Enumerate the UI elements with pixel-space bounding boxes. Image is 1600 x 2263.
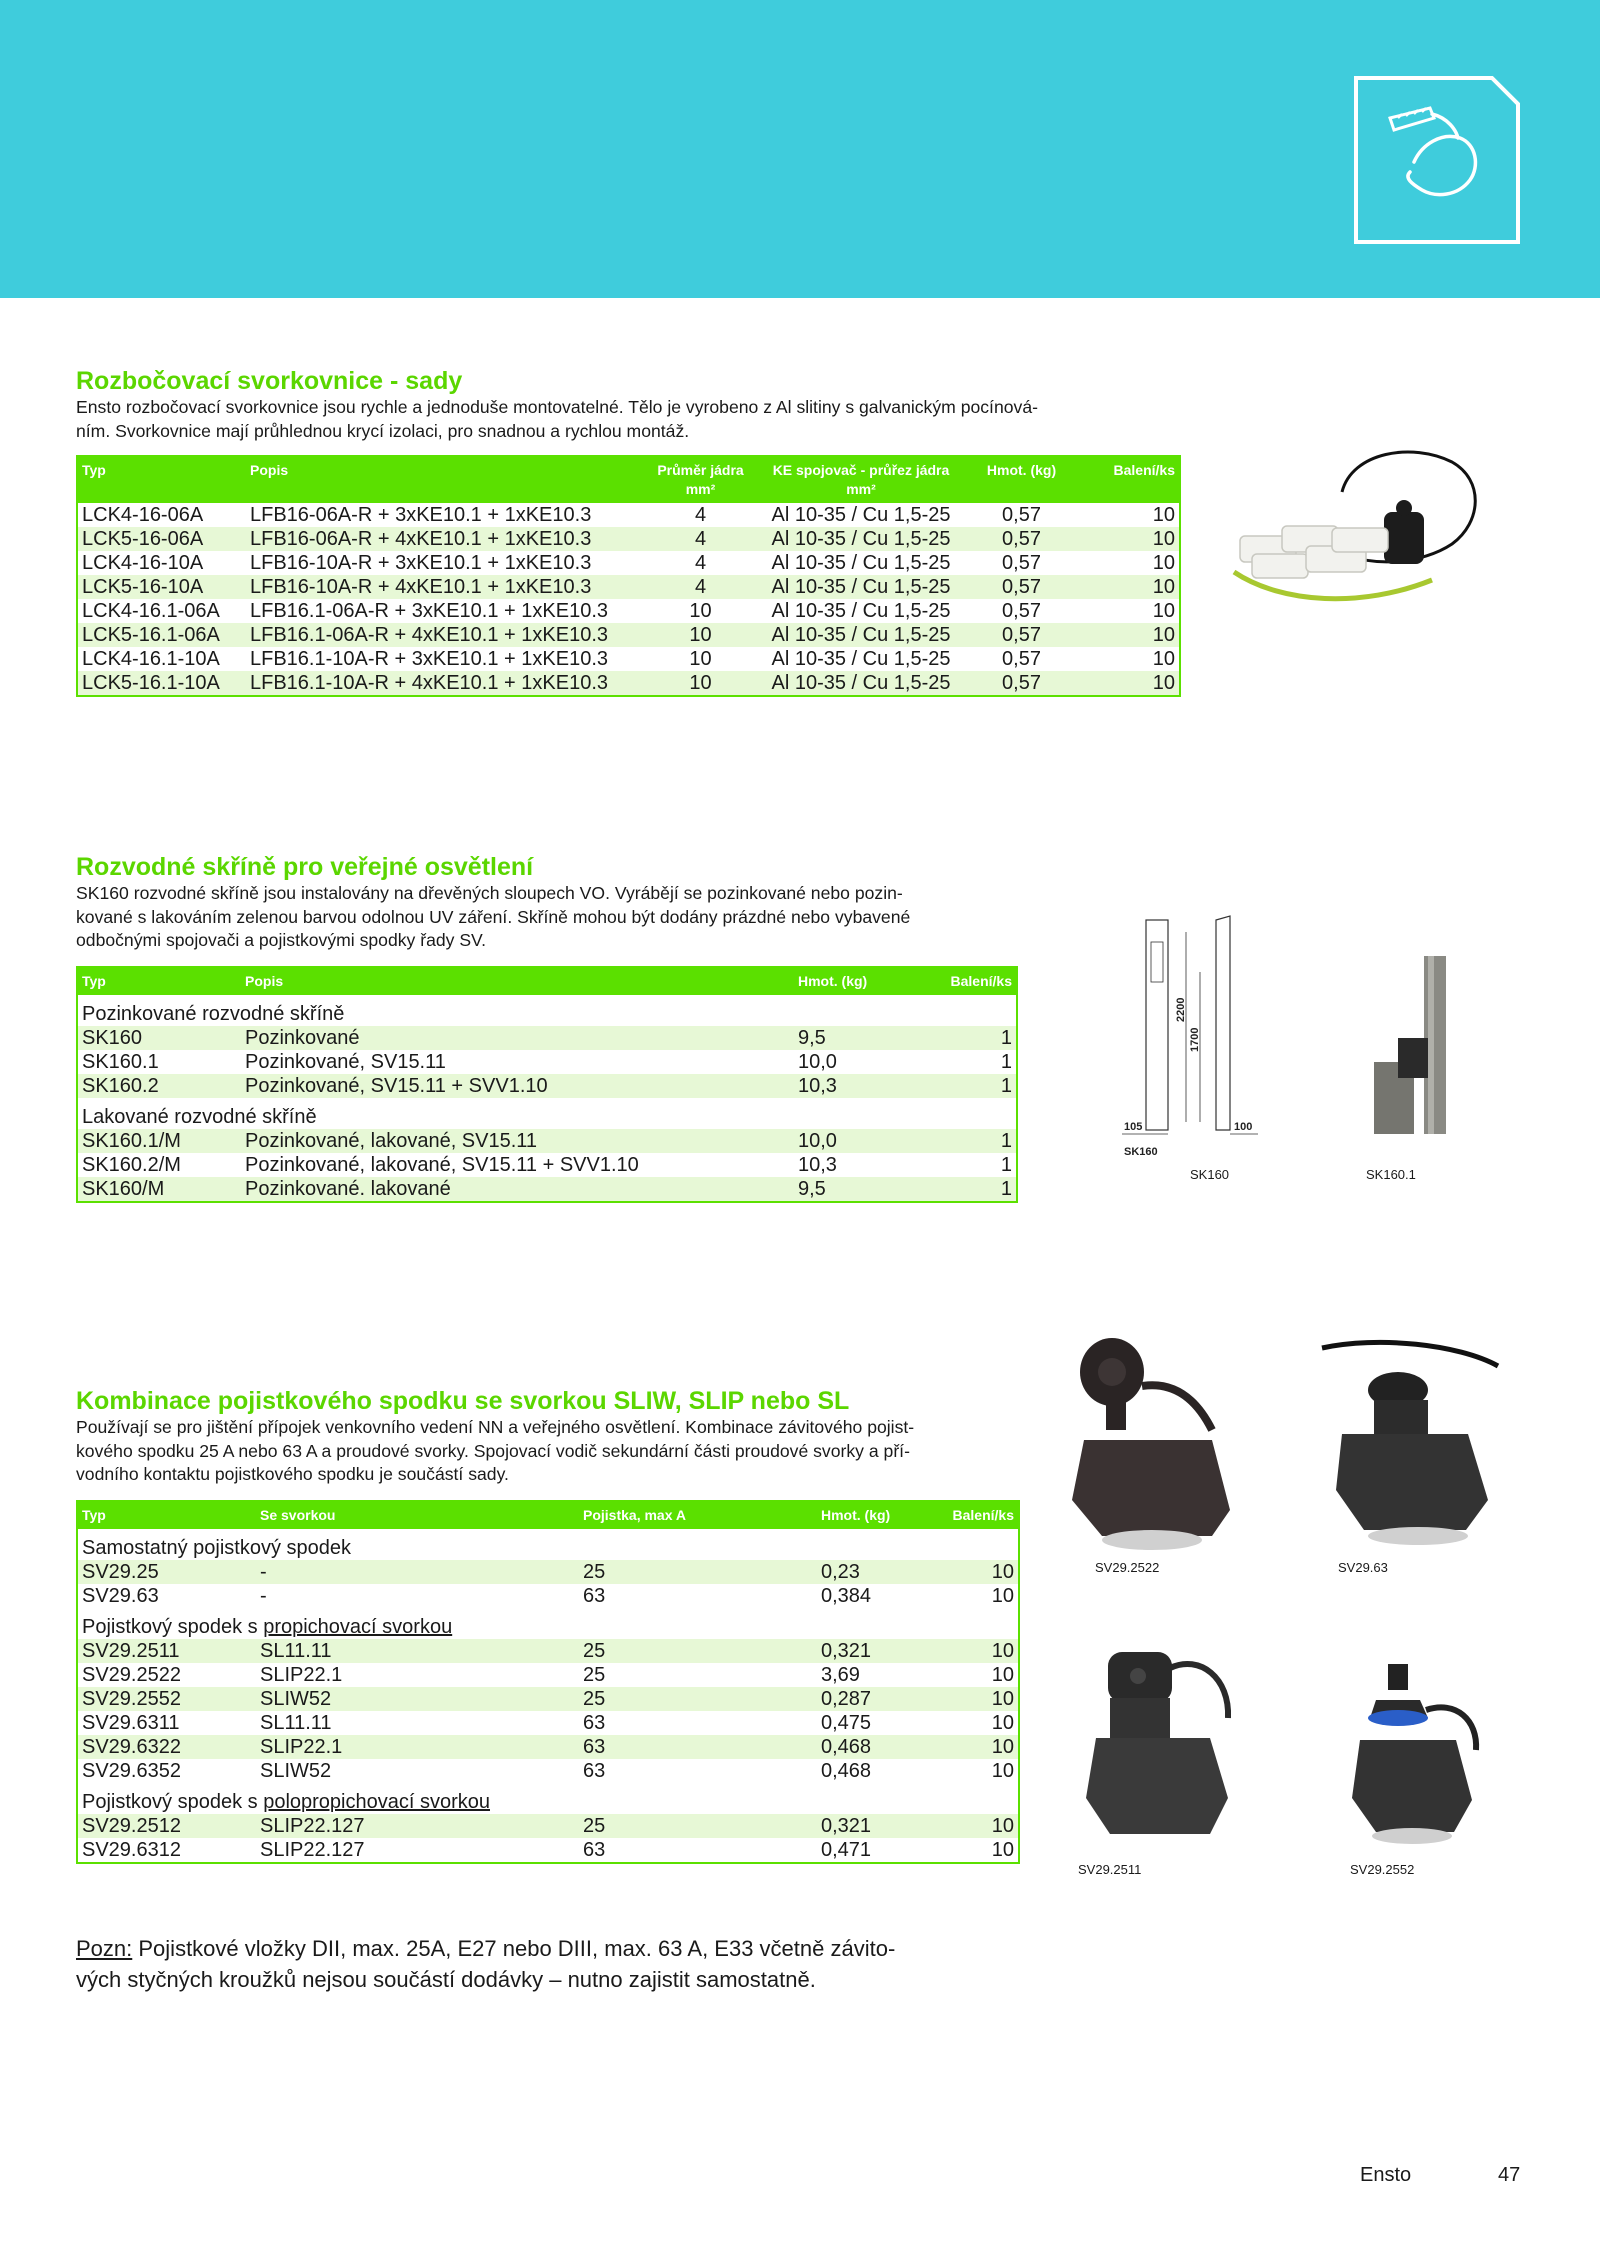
col-header-description: Popis [246, 456, 649, 503]
cell-weight: 10,0 [794, 1129, 912, 1153]
cell-pack: 10 [1073, 527, 1180, 551]
section-desc-line: kového spodku 25 A nebo 63 A a proudové svorky. Spojovací vodič sekundární části proudové svorky a pří- [76, 1440, 910, 1461]
col-header-weight: Hmot. (kg) [794, 967, 912, 995]
cell-core-diameter: 4 [649, 575, 752, 599]
dim-2200: 2200 [1175, 997, 1187, 1022]
image-caption: SV29.2511 [1078, 1862, 1142, 1877]
cell-weight: 0,471 [821, 1839, 872, 1861]
table-row [77, 503, 1180, 527]
cell-type: SV29.63 [82, 1585, 159, 1607]
cell-weight: 0,57 [970, 527, 1073, 551]
table-row [77, 527, 1180, 551]
group-header-row [77, 1608, 1019, 1639]
table-row [77, 551, 1180, 575]
footer-brand: Ensto [1360, 2164, 1412, 2186]
section-desc-line: odbočnými spojovači a pojistkovými spodky řady SV. [76, 930, 487, 950]
cell-type: SV29.2511 [77, 1639, 256, 1663]
col-header-pack: Balení/ks [912, 967, 1017, 995]
note-text: vých styčných kroužků nejsou součástí dodávky – nutno zajistit samostatně. [76, 1967, 816, 1992]
cell-fuse: 25 [579, 1814, 817, 1838]
table-row [77, 1663, 1019, 1687]
cell-connector: Al 10-35 / Cu 1,5-25 [752, 623, 970, 647]
table-row [77, 1584, 1019, 1608]
cell-type: LCK4-16.1-10A [82, 648, 220, 670]
col-header-weight: Hmot. (kg) [970, 456, 1073, 503]
cell-pack: 10 [935, 1687, 1019, 1711]
cell-type: SV29.6312 [82, 1839, 181, 1861]
group-title: Pozinkované rozvodné skříně [82, 1003, 345, 1025]
cell-connector: Al 10-35 / Cu 1,5-25 [771, 648, 951, 670]
cell-description: LFB16.1-06A-R + 3xKE10.1 + 1xKE10.3 [250, 600, 608, 622]
cell-core-diameter: 10 [649, 671, 752, 696]
image-caption: SK160.1 [1366, 1167, 1416, 1182]
cell-weight: 0,57 [1002, 600, 1041, 622]
cell-pack: 10 [1152, 552, 1175, 574]
cell-pack: 10 [991, 1585, 1014, 1607]
table-row [77, 1711, 1019, 1735]
note-text: Pojistkové vložky DII, max. 25A, E27 nebo DIII, max. 63 A, E33 včetně závito- [132, 1936, 896, 1961]
image-caption: SV29.2552 [1350, 1862, 1415, 1877]
cell-weight: 0,57 [1002, 552, 1041, 574]
col-header-clamp: Se svorkou [256, 1501, 579, 1529]
cell-weight: 0,475 [821, 1712, 872, 1734]
cell-weight: 0,321 [817, 1639, 935, 1663]
cell-type: LCK4-16-06A [82, 504, 204, 526]
cell-clamp: SLIP22.1 [256, 1735, 579, 1759]
table-row [77, 599, 1180, 623]
cell-connector: Al 10-35 / Cu 1,5-25 [771, 600, 951, 622]
sk160-technical-drawing [1118, 912, 1268, 1164]
cell-fuse: 63 [583, 1712, 606, 1734]
table-row [77, 1814, 1019, 1838]
cell-clamp: SLIP22.127 [256, 1814, 579, 1838]
cell-description: LFB16.1-10A-R + 3xKE10.1 + 1xKE10.3 [250, 648, 608, 670]
group-title: Lakované rozvodné skříně [82, 1106, 317, 1128]
section-desc-line: SK160 rozvodné skříně jsou instalovány na dřevěných sloupech VO. Vyrábějí se pozinkované nebo pozin- [76, 883, 903, 903]
cell-type: SV29.25 [77, 1560, 256, 1584]
cell-weight: 10,3 [794, 1074, 912, 1098]
cell-connector: Al 10-35 / Cu 1,5-25 [771, 552, 951, 574]
table-row [77, 1074, 1017, 1098]
cell-type: SV29.6352 [82, 1760, 181, 1782]
header-banner [0, 0, 1600, 298]
cell-pack: 1 [1000, 1154, 1012, 1176]
table-row [77, 1026, 1017, 1050]
cell-clamp: SLIP22.127 [260, 1839, 365, 1861]
cell-type: SK160 [77, 1026, 241, 1050]
cell-description: LFB16.1-10A-R + 4xKE10.1 + 1xKE10.3 [246, 671, 649, 696]
cell-type: LCK4-16.1-06A [82, 600, 220, 622]
cell-clamp: SLIP22.1 [260, 1664, 343, 1686]
section-distribution-cabinets [76, 852, 1056, 953]
col-header-weight: Hmot. (kg) [817, 1501, 935, 1529]
cell-fuse: 63 [583, 1839, 606, 1861]
cell-type: SV29.2552 [77, 1687, 256, 1711]
table-row [77, 1838, 1019, 1863]
col-header-fuse: Pojistka, max A [579, 1501, 817, 1529]
image-caption: SV29.63 [1338, 1560, 1388, 1575]
drawing-label: SK160 [1124, 1146, 1158, 1158]
cell-weight: 0,321 [817, 1814, 935, 1838]
cell-fuse: 25 [579, 1687, 817, 1711]
sk160-1-product-image [1368, 952, 1452, 1142]
cell-weight: 0,468 [817, 1735, 935, 1759]
cell-clamp: SLIW52 [256, 1687, 579, 1711]
cell-description: Pozinkované. lakované [241, 1177, 794, 1202]
col-header-type: Typ [77, 967, 241, 995]
cell-weight: 0,57 [1002, 504, 1041, 526]
group-title: Pojistkový spodek s polopropichovací svorkou [82, 1791, 490, 1813]
section-desc-line: ním. Svorkovnice mají průhlednou krycí izolaci, pro snadnou a rychlou montáž. [76, 420, 690, 441]
cell-core-diameter: 10 [649, 623, 752, 647]
cell-pack: 10 [991, 1712, 1014, 1734]
table-row [77, 1759, 1019, 1783]
table-row [77, 1050, 1017, 1074]
cell-weight: 10,0 [798, 1051, 837, 1073]
sv29-63-product-image [1318, 1330, 1510, 1554]
cell-weight: 9,5 [794, 1026, 912, 1050]
cell-type: SV29.2522 [82, 1664, 181, 1686]
note-label: Pozn: [76, 1936, 133, 1961]
table-row [77, 647, 1180, 671]
cell-weight: 0,57 [970, 671, 1073, 696]
table-row [77, 623, 1180, 647]
col-header-type: Typ [77, 1501, 256, 1529]
cell-pack: 10 [1073, 575, 1180, 599]
cell-description: Pozinkované, SV15.11 + SVV1.10 [241, 1074, 794, 1098]
cell-type: SV29.2512 [77, 1814, 256, 1838]
cell-core-diameter: 10 [689, 648, 712, 670]
branch-terminals-table [76, 455, 1181, 697]
cell-core-diameter: 4 [649, 527, 752, 551]
sv29-2552-product-image [1346, 1660, 1486, 1850]
section-desc-line: Používají se pro jištění přípojek venkovního vedení NN a veřejného osvětlení. Kombinace závitového pojist- [76, 1417, 915, 1437]
cell-connector: Al 10-35 / Cu 1,5-25 [752, 527, 970, 551]
cell-weight: 10,3 [798, 1154, 837, 1176]
cell-fuse: 25 [583, 1664, 606, 1686]
cell-type: SK160.2/M [82, 1154, 181, 1176]
cell-pack: 1 [912, 1129, 1017, 1153]
cell-description: LFB16-10A-R + 4xKE10.1 + 1xKE10.3 [246, 575, 649, 599]
cell-weight: 0,57 [1002, 648, 1041, 670]
cell-type: LCK5-16-10A [77, 575, 246, 599]
section-desc-line: vodního kontaktu pojistkového spodku je součástí sady. [76, 1464, 509, 1484]
cell-pack: 1 [912, 1026, 1017, 1050]
cell-weight: 9,5 [794, 1177, 912, 1202]
cell-pack: 10 [1073, 623, 1180, 647]
cell-pack: 10 [1073, 671, 1180, 696]
table-header-row [77, 456, 1180, 503]
group-title: Pojistkový spodek s propichovací svorkou [82, 1616, 453, 1638]
cell-type: SK160.1 [82, 1051, 159, 1073]
cell-pack: 10 [1152, 648, 1175, 670]
section-title: Rozvodné skříně pro veřejné osvětlení [76, 853, 534, 881]
group-header-row [77, 1529, 1019, 1560]
section-desc-line: kované s lakováním zelenou barvou odolnou UV záření. Skříně mohou být dodány prázdné nebo vybavené [76, 906, 911, 927]
table-row [77, 1129, 1017, 1153]
table-row [77, 1153, 1017, 1177]
dim-100: 100 [1234, 1121, 1253, 1133]
table-row [77, 1735, 1019, 1759]
cell-pack: 10 [935, 1639, 1019, 1663]
cell-type: LCK5-16.1-06A [77, 623, 246, 647]
cell-pack: 10 [991, 1839, 1014, 1861]
cabinets-table [76, 966, 1018, 1203]
cell-connector: Al 10-35 / Cu 1,5-25 [771, 504, 951, 526]
cell-core-diameter: 10 [689, 600, 712, 622]
cell-weight: 0,57 [970, 575, 1073, 599]
cell-type: LCK4-16-10A [82, 552, 204, 574]
dim-1700: 1700 [1189, 1027, 1201, 1052]
cell-weight: 0,384 [821, 1585, 872, 1607]
cell-weight: 0,57 [970, 623, 1073, 647]
cell-clamp: SL11.11 [256, 1639, 579, 1663]
cell-description: Pozinkované, SV15.11 [245, 1051, 446, 1073]
cable-icon [1352, 74, 1522, 246]
sv29-2522-product-image [1062, 1330, 1242, 1556]
col-header-connector: KE spojovač - průřez jádra mm² [752, 456, 970, 503]
cell-description: LFB16-06A-R + 4xKE10.1 + 1xKE10.3 [246, 527, 649, 551]
cell-fuse: 25 [579, 1639, 817, 1663]
cell-core-diameter: 4 [694, 552, 707, 574]
sv29-2511-product-image [1080, 1638, 1242, 1854]
page-number: 47 [1498, 2164, 1521, 2186]
cell-core-diameter: 4 [694, 504, 707, 526]
cell-pack: 1 [912, 1177, 1017, 1202]
cell-clamp: SL11.11 [260, 1712, 332, 1734]
col-header-description: Popis [241, 967, 794, 995]
cell-weight: 3,69 [821, 1664, 860, 1686]
table-row [77, 1177, 1017, 1202]
group-header-row [77, 1098, 1017, 1129]
table-row [77, 1639, 1019, 1663]
cell-fuse: 63 [579, 1735, 817, 1759]
col-header-type: Typ [77, 456, 246, 503]
table-row [77, 1687, 1019, 1711]
fuse-bases-table [76, 1500, 1020, 1864]
cell-pack: 1 [912, 1074, 1017, 1098]
cell-type: LCK5-16-06A [77, 527, 246, 551]
cell-pack: 10 [991, 1760, 1014, 1782]
cell-description: Pozinkované [241, 1026, 794, 1050]
cell-type: SV29.6311 [82, 1712, 180, 1734]
cell-description: LFB16-10A-R + 3xKE10.1 + 1xKE10.3 [250, 552, 592, 574]
table-header-row [77, 967, 1017, 995]
cell-clamp: - [260, 1585, 267, 1607]
cell-type: SK160.2 [77, 1074, 241, 1098]
cell-clamp: SLIW52 [260, 1760, 332, 1782]
dim-105: 105 [1124, 1121, 1143, 1133]
col-header-pack: Balení/ks [935, 1501, 1019, 1529]
table-row [77, 575, 1180, 599]
cell-type: SK160/M [77, 1177, 241, 1202]
cell-type: SV29.6322 [77, 1735, 256, 1759]
group-header-row [77, 995, 1017, 1026]
col-header-core-diameter: Průměr jádra mm² [649, 456, 752, 503]
cell-pack: 10 [935, 1814, 1019, 1838]
cell-clamp: - [256, 1560, 579, 1584]
cell-pack: 10 [1152, 504, 1175, 526]
section-branch-terminals [76, 366, 1196, 443]
image-caption: SV29.2522 [1095, 1560, 1160, 1575]
image-caption: SK160 [1190, 1167, 1230, 1182]
cell-weight: 0,23 [817, 1560, 935, 1584]
cell-fuse: 63 [583, 1760, 606, 1782]
cell-pack: 10 [935, 1560, 1019, 1584]
cell-type: LCK5-16.1-10A [77, 671, 246, 696]
cell-type: SK160.1/M [77, 1129, 241, 1153]
cell-connector: Al 10-35 / Cu 1,5-25 [752, 575, 970, 599]
cell-fuse: 25 [579, 1560, 817, 1584]
table-row [77, 1560, 1019, 1584]
cell-fuse: 63 [583, 1585, 606, 1607]
cell-description: Pozinkované, lakované, SV15.11 [241, 1129, 794, 1153]
section-desc-line: Ensto rozbočovací svorkovnice jsou rychle a jednoduše montovatelné. Tělo je vyrobeno z Al slitiny s galvanickým pocínová- [76, 397, 1038, 417]
cell-connector: Al 10-35 / Cu 1,5-25 [752, 671, 970, 696]
section-fuse-bases [76, 1386, 1036, 1487]
cell-weight: 0,287 [817, 1687, 935, 1711]
group-header-row [77, 1783, 1019, 1814]
section-title: Rozbočovací svorkovnice - sady [76, 367, 463, 395]
cell-description: Pozinkované, lakované, SV15.11 + SVV1.10 [245, 1154, 639, 1176]
note [76, 1933, 1016, 1995]
group-title: Samostatný pojistkový spodek [82, 1537, 352, 1559]
cell-description: LFB16.1-06A-R + 4xKE10.1 + 1xKE10.3 [246, 623, 649, 647]
table-row [77, 671, 1180, 696]
cell-pack: 10 [1152, 600, 1175, 622]
table-header-row [77, 1501, 1019, 1529]
col-header-pack: Balení/ks [1073, 456, 1180, 503]
cell-weight: 0,468 [821, 1760, 872, 1782]
branch-terminal-product-image [1222, 432, 1486, 622]
cell-pack: 10 [935, 1735, 1019, 1759]
cell-description: LFB16-06A-R + 3xKE10.1 + 1xKE10.3 [250, 504, 592, 526]
cell-pack: 10 [991, 1664, 1014, 1686]
cell-pack: 1 [1000, 1051, 1012, 1073]
section-title: Kombinace pojistkového spodku se svorkou SLIW, SLIP nebo SL [76, 1387, 850, 1415]
